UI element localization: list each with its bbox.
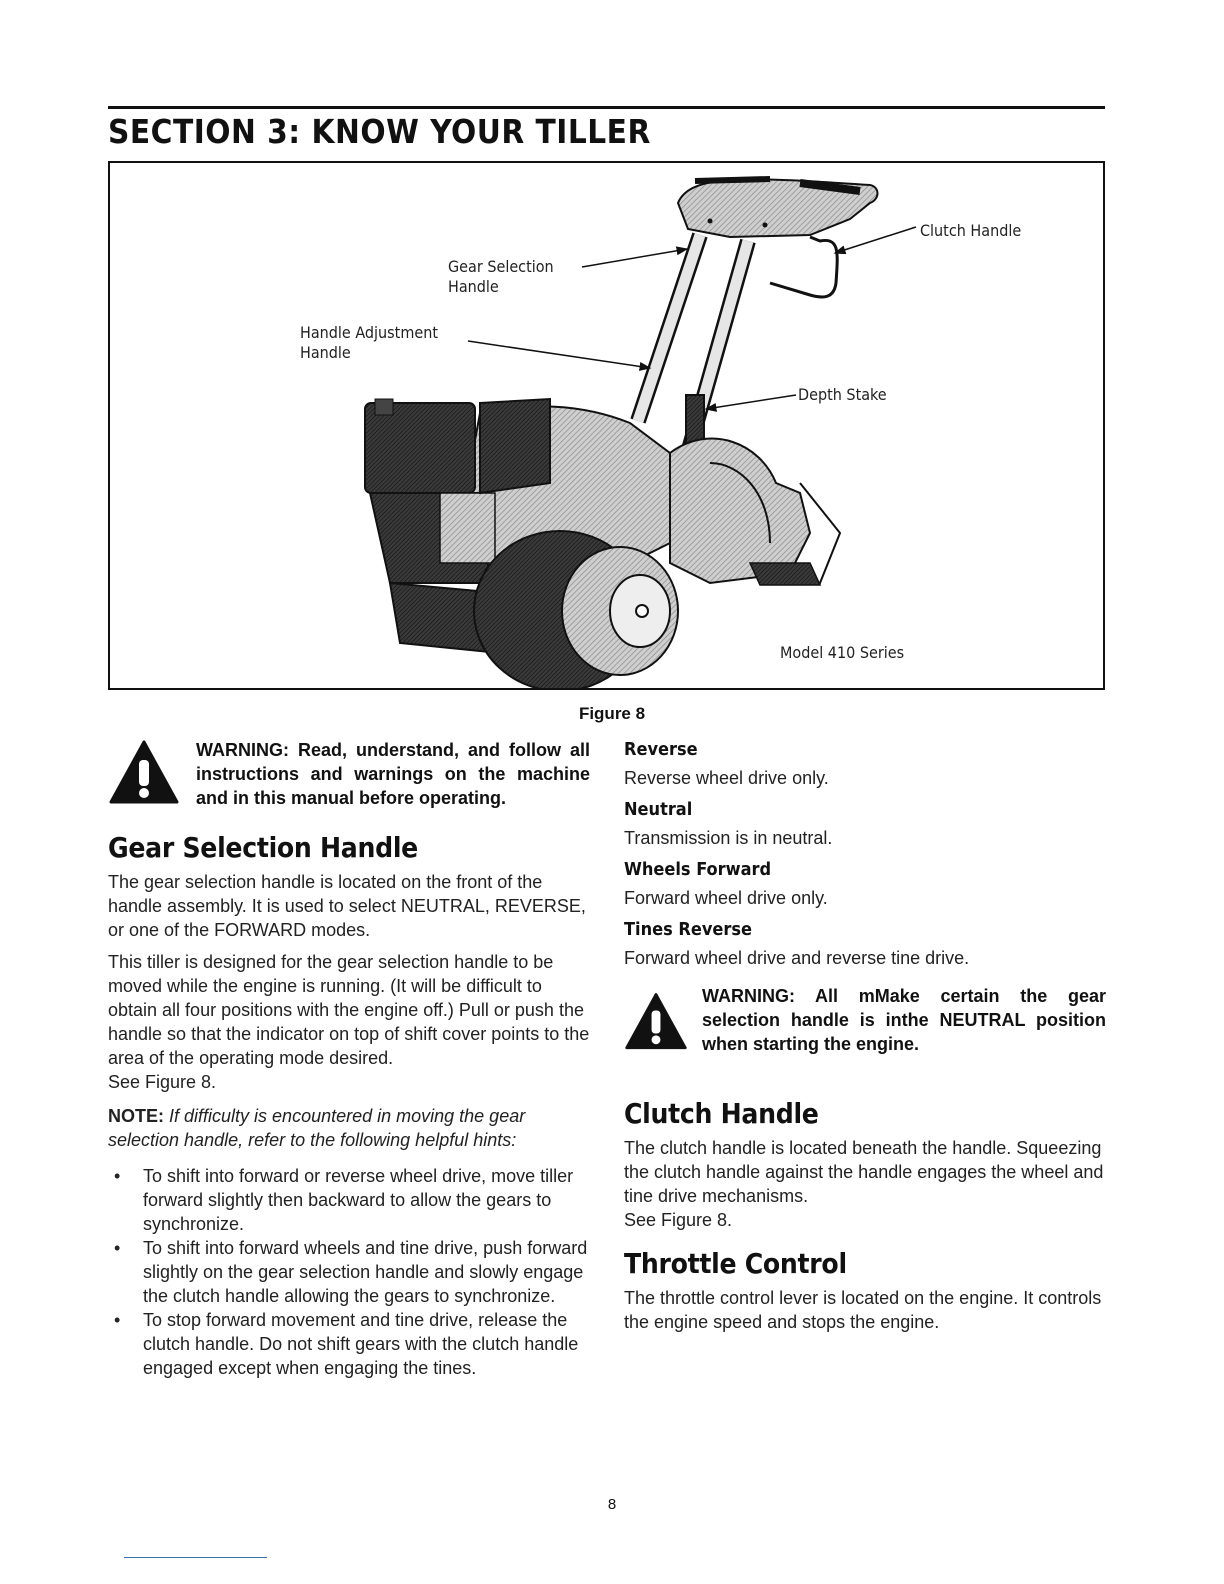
note-label: NOTE: [108,1106,164,1126]
gear-paragraph-2 [108,950,590,1094]
note-text: If difficulty is encountered in moving the gear selection handle, refer to the following helpful hints: [108,1106,526,1150]
list-item: • To shift into forward or reverse wheel drive, move tiller forward slightly then backward to allow the gears to synchronize. [108,1164,590,1236]
clutch-paragraph [624,1136,1106,1232]
warning-text: WARNING: All mMake certain the gear selection handle is inthe NEUTRAL position when starting the engine. [702,986,1106,1054]
see-figure-ref: See Figure 8. [624,1210,733,1230]
callout-gear-selection-handle: Gear Selection Handle [448,257,554,296]
tine-hood [670,439,840,585]
handlebar [678,179,878,237]
left-column [108,738,590,1380]
mode-wheels-forward [624,858,1106,910]
heading-clutch-handle: Clutch Handle [624,1097,819,1130]
clutch-paragraph-text: The clutch handle is located beneath the handle. Squeezing the clutch handle against the handle engages the wheel and tine drive mechanisms. [624,1138,1104,1206]
list-item: • To shift into forward wheels and tine drive, push forward slightly on the gear selection handle and slowly engage the clutch handle allowing the gears to synchronize. [108,1236,590,1308]
page-number: 8 [607,1496,617,1513]
model-label: Model 410 Series [780,643,905,662]
see-figure-ref: See Figure 8. [108,1072,217,1092]
warning-read-manual [108,738,590,810]
mode-desc: Forward wheel drive only. [624,888,828,908]
warning-text: WARNING: Read, understand, and follow all instructions and warnings on the machine and in this manual before operating. [196,740,590,808]
note [108,1104,590,1152]
throttle-paragraph: The throttle control lever is located on the engine. It controls the engine speed and stops the engine. [624,1288,1102,1332]
hints-list [108,1164,590,1380]
mode-desc: Forward wheel drive and reverse tine drive. [624,948,970,968]
mode-desc: Reverse wheel drive only. [624,768,829,788]
wheel [474,531,678,688]
mode-reverse [624,738,1106,790]
warning-neutral-start [624,984,1106,1056]
mode-title: Neutral [624,799,693,820]
footer-link-underline [124,1557,267,1558]
right-column [624,738,1106,1334]
list-item: • To stop forward movement and tine drive, release the clutch handle. Do not shift gears with the clutch handle engaged except when engaging the tines. [108,1308,590,1380]
warning-triangle-icon [108,738,180,808]
callout-clutch-handle: Clutch Handle [920,221,1022,240]
heading-gear-selection-handle: Gear Selection Handle [108,831,418,864]
gear-paragraph-1: The gear selection handle is located on the front of the handle assembly. It is used to select NEUTRAL, REVERSE, or one of the FORWARD modes. [108,872,586,940]
callout-depth-stake: Depth Stake [798,385,887,404]
callout-handle-adjustment-handle: Handle Adjustment Handle [300,323,438,362]
figure-8-illustration [108,161,1105,690]
section-title: SECTION 3: KNOW YOUR TILLER [108,112,651,151]
tiller-drawing [110,163,1103,688]
mode-tines-reverse [624,918,1106,970]
mode-title: Wheels Forward [624,859,772,880]
heading-throttle-control: Throttle Control [624,1247,847,1280]
warning-triangle-icon [624,990,688,1054]
mode-title: Tines Reverse [624,919,753,940]
section-top-rule [108,106,1105,109]
gear-paragraph-2-text: This tiller is designed for the gear selection handle to be moved while the engine is running. (It will be difficult to obtain all four positions with the engine off.) Pull or push the handle so that the indicator on top of shift cover points to the area of the operating mode desired. [108,952,590,1068]
mode-desc: Transmission is in neutral. [624,828,833,848]
clutch-bail [770,237,837,297]
mode-neutral [624,798,1106,850]
mode-title: Reverse [624,739,698,760]
figure-caption: Figure 8 [578,704,646,723]
